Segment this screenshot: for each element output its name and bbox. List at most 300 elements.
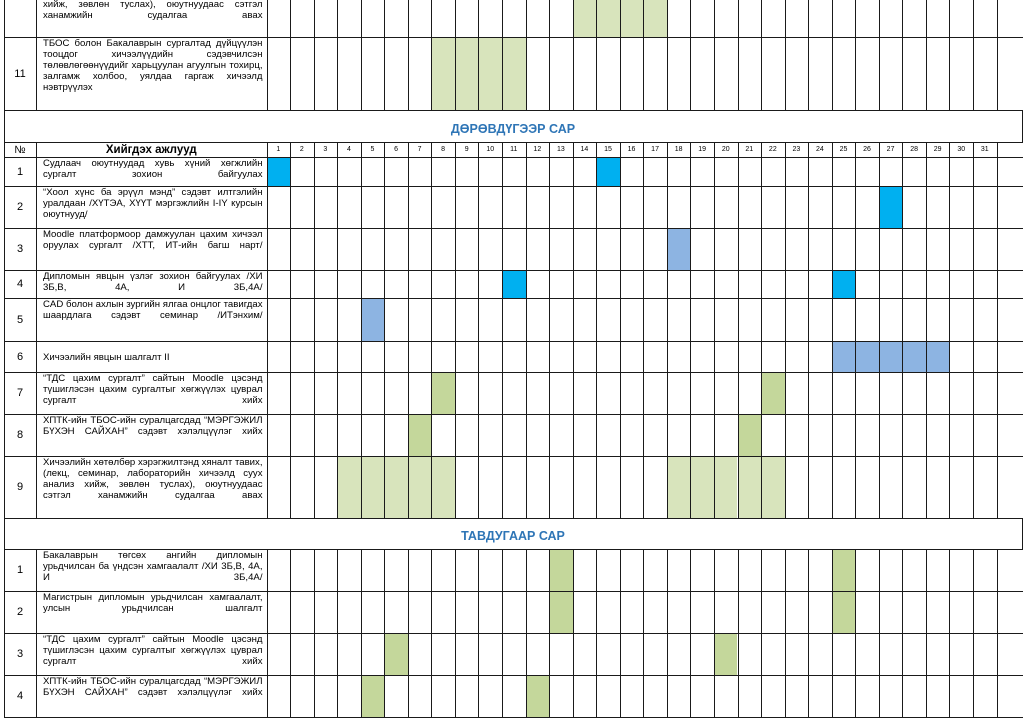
grid-line — [620, 675, 621, 717]
row-number: 11 — [14, 67, 26, 80]
row-number: 5 — [16, 313, 24, 326]
grid-line — [455, 186, 456, 228]
grid-line — [526, 0, 527, 37]
grid-line — [926, 675, 927, 717]
schedule-mark — [549, 549, 573, 591]
grid-line — [384, 0, 385, 37]
grid-line — [4, 298, 1023, 299]
grid-line — [478, 591, 479, 633]
grid-line — [738, 372, 739, 414]
row-number: 1 — [16, 564, 24, 576]
grid-line — [997, 341, 998, 372]
grid-line — [573, 341, 574, 372]
grid-line — [997, 186, 998, 228]
grid-line — [620, 633, 621, 675]
grid-line — [643, 341, 644, 372]
grid-line — [973, 675, 974, 717]
schedule-mark — [431, 456, 455, 518]
grid-line — [785, 456, 786, 518]
grid-line — [502, 270, 503, 298]
grid-line — [36, 298, 37, 341]
grid-line — [808, 142, 809, 157]
grid-line — [808, 372, 809, 414]
grid-line — [761, 0, 762, 37]
grid-line — [4, 37, 5, 110]
grid-line — [408, 591, 409, 633]
grid-line — [596, 341, 597, 372]
schedule-mark — [832, 591, 856, 633]
day-header: 15 — [604, 146, 612, 153]
month-title: ДӨРӨВДҮГЭЭР САР — [450, 122, 576, 136]
grid-line — [4, 414, 5, 456]
grid-line — [714, 456, 715, 518]
grid-line — [785, 142, 786, 157]
grid-line — [526, 549, 527, 591]
grid-line — [879, 341, 880, 372]
day-header: 18 — [674, 146, 683, 153]
grid-line — [267, 142, 268, 157]
grid-line — [314, 228, 315, 270]
grid-line — [738, 37, 739, 110]
grid-line — [926, 157, 927, 186]
grid-line — [502, 0, 503, 37]
schedule-mark — [667, 228, 691, 270]
grid-line — [455, 37, 456, 110]
grid-line — [949, 157, 950, 186]
schedule-mark — [361, 675, 385, 717]
grid-line — [408, 633, 409, 675]
grid-line — [455, 298, 456, 341]
grid-line — [667, 298, 668, 341]
grid-line — [997, 228, 998, 270]
grid-line — [997, 633, 998, 675]
grid-line — [761, 372, 762, 414]
grid-line — [290, 341, 291, 372]
grid-line — [690, 456, 691, 518]
grid-line — [690, 414, 691, 456]
activity-text: CAD болон ахлын зургийн ялгаа онцлог тавигдах шаардлага сэдэвт семинар /ИТэнхим/ — [43, 299, 263, 321]
grid-line — [478, 633, 479, 675]
row-number: 2 — [16, 606, 24, 618]
grid-line — [4, 633, 5, 675]
grid-line — [4, 456, 1023, 457]
grid-line — [502, 298, 503, 341]
grid-line — [926, 186, 927, 228]
grid-line — [337, 414, 338, 456]
grid-line — [431, 591, 432, 633]
grid-line — [337, 675, 338, 717]
grid-line — [502, 142, 503, 157]
schedule-mark — [455, 37, 479, 110]
grid-line — [455, 549, 456, 591]
day-header: 17 — [651, 146, 659, 153]
grid-line — [832, 456, 833, 518]
grid-line — [314, 157, 315, 186]
grid-line — [455, 633, 456, 675]
grid-line — [973, 228, 974, 270]
grid-line — [337, 186, 338, 228]
grid-line — [855, 341, 856, 372]
grid-line — [384, 298, 385, 341]
grid-line — [855, 549, 856, 591]
grid-line — [267, 157, 268, 186]
grid-line — [337, 142, 338, 157]
grid-line — [314, 142, 315, 157]
grid-line — [832, 549, 833, 591]
grid-line — [620, 270, 621, 298]
grid-line — [526, 228, 527, 270]
grid-line — [573, 37, 574, 110]
grid-line — [973, 633, 974, 675]
grid-line — [337, 228, 338, 270]
grid-line — [384, 270, 385, 298]
schedule-mark — [526, 675, 550, 717]
activity-text: “ТДС цахим сургалт” сайтын Moodle цэсэнд түшиглэсэн цахим сургалтыг хөгжүүлэх цуврал сургалт хийх — [43, 634, 263, 667]
grid-line — [502, 633, 503, 675]
grid-line — [384, 456, 385, 518]
grid-line — [879, 372, 880, 414]
grid-line — [879, 270, 880, 298]
grid-line — [36, 157, 37, 186]
grid-line — [549, 414, 550, 456]
grid-line — [855, 675, 856, 717]
grid-line — [949, 372, 950, 414]
grid-line — [314, 37, 315, 110]
grid-line — [502, 372, 503, 414]
grid-line — [4, 228, 1023, 229]
grid-line — [738, 298, 739, 341]
grid-line — [808, 633, 809, 675]
grid-line — [997, 157, 998, 186]
grid-line — [290, 142, 291, 157]
grid-line — [997, 0, 998, 37]
grid-line — [267, 549, 268, 591]
grid-line — [997, 37, 998, 110]
grid-line — [926, 591, 927, 633]
grid-line — [384, 341, 385, 372]
grid-line — [549, 549, 550, 591]
grid-line — [926, 298, 927, 341]
grid-line — [455, 456, 456, 518]
grid-line — [620, 37, 621, 110]
grid-line — [502, 341, 503, 372]
schedule-mark — [478, 37, 502, 110]
grid-line — [526, 414, 527, 456]
grid-line — [549, 0, 550, 37]
day-header: 1 — [276, 146, 281, 153]
schedule-mark — [879, 341, 903, 372]
grid-line — [502, 456, 503, 518]
grid-line — [785, 228, 786, 270]
grid-line — [643, 157, 644, 186]
grid-line — [478, 157, 479, 186]
grid-line — [361, 142, 362, 157]
grid-line — [36, 37, 37, 110]
grid-line — [785, 549, 786, 591]
grid-line — [643, 456, 644, 518]
grid-line — [667, 591, 668, 633]
grid-line — [526, 341, 527, 372]
grid-line — [714, 298, 715, 341]
day-header: 31 — [980, 146, 989, 153]
schedule-mark — [361, 456, 385, 518]
grid-line — [408, 456, 409, 518]
grid-line — [973, 142, 974, 157]
grid-line — [4, 414, 1023, 415]
grid-line — [997, 675, 998, 717]
grid-line — [431, 456, 432, 518]
grid-line — [337, 270, 338, 298]
grid-line — [902, 456, 903, 518]
grid-line — [337, 456, 338, 518]
grid-line — [384, 414, 385, 456]
grid-line — [738, 456, 739, 518]
schedule-mark — [926, 341, 950, 372]
grid-line — [573, 157, 574, 186]
grid-line — [690, 157, 691, 186]
grid-line — [667, 37, 668, 110]
grid-line — [526, 675, 527, 717]
day-header: 8 — [441, 146, 446, 153]
grid-line — [4, 341, 1023, 342]
grid-line — [738, 414, 739, 456]
grid-line — [620, 341, 621, 372]
grid-line — [785, 0, 786, 37]
grid-line — [714, 633, 715, 675]
grid-line — [596, 456, 597, 518]
grid-line — [643, 0, 644, 37]
grid-line — [431, 142, 432, 157]
grid-line — [36, 228, 37, 270]
grid-line — [4, 270, 1023, 271]
grid-line — [596, 228, 597, 270]
grid-line — [949, 414, 950, 456]
grid-line — [949, 298, 950, 341]
grid-line — [785, 591, 786, 633]
grid-line — [879, 456, 880, 518]
day-header: 4 — [346, 146, 351, 153]
schedule-mark — [361, 298, 385, 341]
grid-line — [549, 157, 550, 186]
grid-line — [267, 633, 268, 675]
grid-line — [1022, 518, 1023, 549]
grid-line — [502, 675, 503, 717]
grid-line — [761, 341, 762, 372]
grid-line — [361, 372, 362, 414]
grid-line — [290, 633, 291, 675]
grid-line — [573, 372, 574, 414]
grid-line — [36, 591, 37, 633]
grid-line — [337, 549, 338, 591]
grid-line — [4, 270, 5, 298]
grid-line — [36, 633, 37, 675]
grid-line — [4, 0, 5, 39]
grid-line — [267, 270, 268, 298]
schedule-mark — [832, 549, 856, 591]
day-header: 9 — [464, 146, 469, 153]
grid-line — [926, 142, 927, 157]
grid-line — [290, 456, 291, 518]
grid-line — [408, 341, 409, 372]
grid-line — [808, 414, 809, 456]
day-header: 13 — [556, 146, 565, 153]
grid-line — [808, 0, 809, 37]
day-header: 10 — [486, 146, 495, 153]
grid-line — [785, 37, 786, 110]
grid-line — [526, 591, 527, 633]
grid-line — [926, 228, 927, 270]
grid-line — [455, 591, 456, 633]
grid-line — [785, 372, 786, 414]
grid-line — [337, 591, 338, 633]
grid-line — [4, 37, 1023, 38]
grid-line — [267, 372, 268, 414]
grid-line — [832, 414, 833, 456]
grid-line — [808, 228, 809, 270]
grid-line — [408, 157, 409, 186]
grid-line — [314, 298, 315, 341]
grid-line — [4, 549, 1023, 550]
row-number: 4 — [16, 690, 24, 702]
grid-line — [902, 270, 903, 298]
grid-line — [573, 549, 574, 591]
grid-line — [455, 341, 456, 372]
row-number: 3 — [16, 243, 24, 255]
day-header: 3 — [323, 146, 328, 153]
grid-line — [902, 37, 903, 110]
grid-line — [620, 0, 621, 37]
grid-line — [714, 157, 715, 186]
grid-line — [949, 142, 950, 157]
grid-line — [4, 186, 1023, 187]
grid-line — [361, 228, 362, 270]
grid-line — [596, 186, 597, 228]
grid-line — [314, 372, 315, 414]
grid-line — [337, 341, 338, 372]
schedule-mark — [337, 456, 361, 518]
grid-line — [361, 633, 362, 675]
grid-line — [620, 228, 621, 270]
grid-line — [384, 228, 385, 270]
day-header: 23 — [792, 146, 801, 153]
grid-line — [361, 0, 362, 37]
grid-line — [997, 142, 998, 157]
grid-line — [290, 37, 291, 110]
grid-line — [478, 675, 479, 717]
grid-line — [337, 298, 338, 341]
grid-line — [314, 456, 315, 518]
grid-line — [455, 228, 456, 270]
schedule-mark — [573, 0, 597, 37]
grid-line — [408, 142, 409, 157]
grid-line — [855, 414, 856, 456]
grid-line — [997, 270, 998, 298]
grid-line — [997, 372, 998, 414]
grid-line — [478, 270, 479, 298]
grid-line — [808, 591, 809, 633]
day-header: 16 — [627, 146, 636, 153]
grid-line — [36, 414, 37, 456]
grid-line — [714, 0, 715, 37]
grid-line — [714, 414, 715, 456]
grid-line — [408, 37, 409, 110]
grid-line — [290, 0, 291, 37]
grid-line — [455, 0, 456, 37]
activity-text: “Хоол хүнс ба эрүүл мэнд” сэдэвт илтгэлийн уралдаан /ХҮТЭА, ХҮҮТ мэргэжлийн I-IY курсын оюутнууд/ — [43, 187, 263, 220]
grid-line — [526, 186, 527, 228]
grid-line — [337, 37, 338, 110]
grid-line — [361, 341, 362, 372]
grid-line — [808, 341, 809, 372]
grid-line — [620, 298, 621, 341]
grid-line — [314, 341, 315, 372]
grid-line — [690, 591, 691, 633]
grid-line — [4, 518, 1023, 519]
grid-line — [290, 372, 291, 414]
grid-line — [526, 157, 527, 186]
grid-line — [808, 270, 809, 298]
row-number — [4, 0, 36, 37]
grid-line — [761, 142, 762, 157]
grid-line — [832, 298, 833, 341]
activity-text: ХПТК-ийн ТБОС-ийн суралцагсдад “МЭРГЭЖИЛ БҮХЭН САЙХАН” сэдэвт хэлэлцүүлэг хийх — [43, 415, 263, 437]
grid-line — [973, 341, 974, 372]
grid-line — [761, 675, 762, 717]
schedule-mark — [667, 456, 691, 518]
row-number: 4 — [16, 278, 24, 290]
grid-line — [832, 142, 833, 157]
grid-line — [738, 549, 739, 591]
day-header: 20 — [721, 146, 730, 153]
grid-line — [973, 456, 974, 518]
grid-line — [4, 228, 5, 270]
grid-line — [431, 372, 432, 414]
day-header: 26 — [863, 146, 871, 153]
grid-line — [267, 341, 268, 372]
grid-line — [738, 341, 739, 372]
day-header: 24 — [816, 146, 824, 153]
grid-line — [361, 157, 362, 186]
row-number: 2 — [16, 201, 24, 213]
day-header: 14 — [580, 146, 589, 153]
grid-line — [620, 372, 621, 414]
grid-line — [4, 675, 5, 717]
grid-line — [667, 633, 668, 675]
grid-line — [997, 549, 998, 591]
grid-line — [808, 675, 809, 717]
grid-line — [596, 142, 597, 157]
grid-line — [690, 37, 691, 110]
grid-line — [785, 341, 786, 372]
activity-text: Судлаач оюутнуудад хувь хүний хөгжлийн сургалт зохион байгуулах — [43, 158, 263, 180]
schedule-mark — [596, 157, 620, 186]
grid-line — [267, 0, 268, 37]
grid-line — [620, 186, 621, 228]
grid-line — [949, 456, 950, 518]
grid-line — [267, 37, 268, 110]
day-header: 19 — [698, 146, 707, 153]
grid-line — [879, 186, 880, 228]
grid-line — [667, 675, 668, 717]
grid-line — [690, 633, 691, 675]
grid-line — [761, 591, 762, 633]
grid-line — [502, 37, 503, 110]
grid-line — [455, 157, 456, 186]
grid-line — [549, 456, 550, 518]
grid-line — [36, 186, 37, 228]
grid-line — [973, 591, 974, 633]
grid-line — [855, 186, 856, 228]
